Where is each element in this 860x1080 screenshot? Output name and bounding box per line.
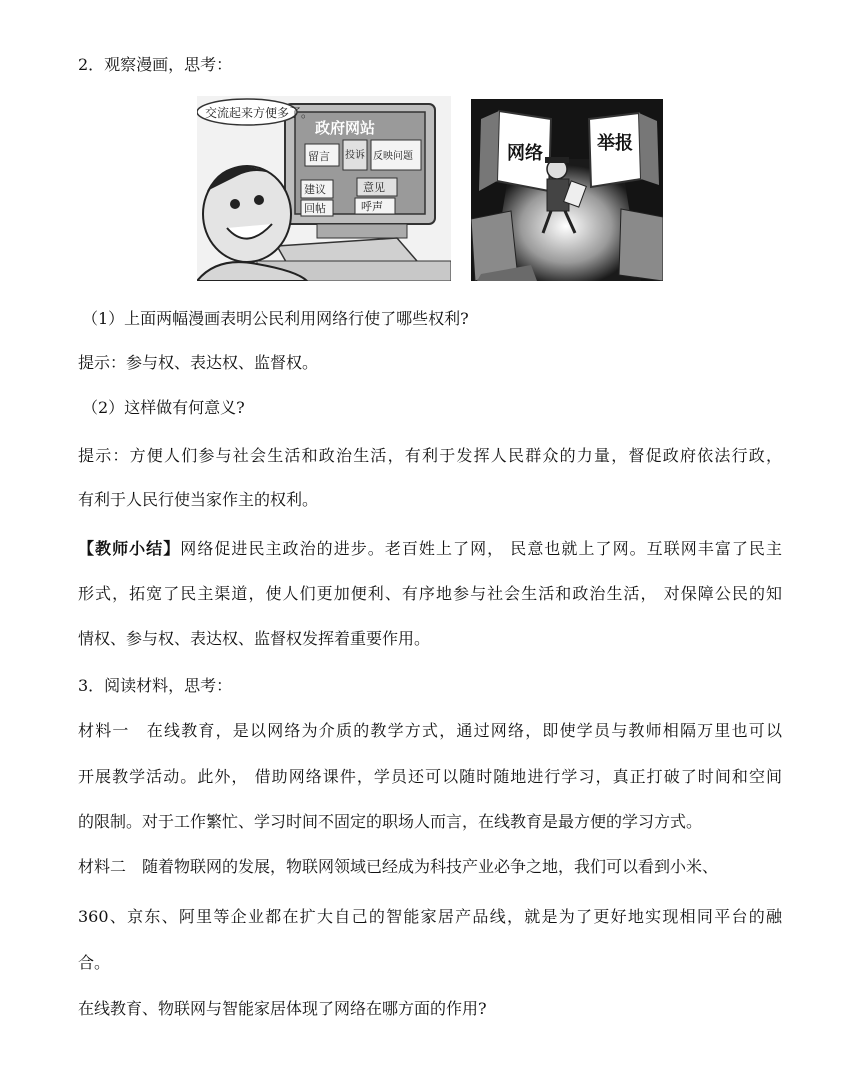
tile-message: 留言 [308,150,330,163]
tile-suggestion: 建议 [304,183,326,196]
teacher-summary-line-2: 形式，拓宽了民主渠道，使人们更加便利、有序地参与社会生活和政治生活， 对保障公民的知 [78,584,782,603]
tile-complaint: 投诉 [345,150,365,161]
material-2-line-1: 材料二 随着物联网的发展，物联网领域已经成为科技产业必争之地，我们可以看到小米、 [78,857,719,876]
tile-report-issue: 反映问题 [373,151,413,162]
hint-1: 提示：参与权、表达权、监督权。 [78,353,319,372]
hint-2-line-1: 提示：方便人们参与社会生活和政治生活，有利于发挥人民群众的力量，督促政府依法行政， [78,446,782,465]
teacher-summary-line-3: 情权、参与权、表达权、监督权发挥着重要作用。 [78,629,431,648]
cartoon-speech-bubble: 交流起来方便多了。 [205,106,314,120]
sign-report: 举报 [597,133,633,154]
material-1-line-1: 材料一 在线教育，是以网络为介质的教学方式，通过网络，即使学员与教师相隔万里也可以 [78,721,782,740]
question-2-1: （1）上面两幅漫画表明公民利用网络行使了哪些权利? [82,309,469,328]
tile-opinion: 意见 [363,181,385,194]
question-2-2: （2）这样做有何意义? [82,398,245,417]
sign-network: 网络 [507,143,543,164]
question-3-heading: 3．阅读材料，思考： [78,676,233,695]
screen-title: 政府网站 [315,119,376,137]
cartoon-online-reporting [471,99,663,281]
tile-reply: 回帖 [304,202,326,215]
tile-voice: 呼声 [361,200,383,213]
question-2-heading: 2．观察漫画，思考： [78,55,233,74]
material-2-line-3: 合。 [78,953,111,972]
cartoon-government-website [197,96,451,281]
teacher-summary-text-1: 网络促进民主政治的进步。老百姓上了网， 民意也就上了网。互联网丰富了民主 [180,539,782,558]
teacher-summary-tag: 【教师小结】 [78,539,181,558]
question-3-prompt: 在线教育、物联网与智能家居体现了网络在哪方面的作用? [78,999,487,1018]
material-2-line-2: 360、京东、阿里等企业都在扩大自己的智能家居产品线，就是为了更好地实现相同平台的融 [78,907,782,926]
teacher-summary-line-1 [78,539,782,559]
material-1-line-3: 的限制。对于工作繁忙、学习时间不固定的职场人而言，在线教育是最方便的学习方式。 [78,812,703,831]
material-1-line-2: 开展教学活动。此外， 借助网络课件，学员还可以随时随地进行学习，真正打破了时间和空间 [78,767,782,786]
hint-2-line-2: 有利于人民行使当家作主的权利。 [78,490,319,509]
